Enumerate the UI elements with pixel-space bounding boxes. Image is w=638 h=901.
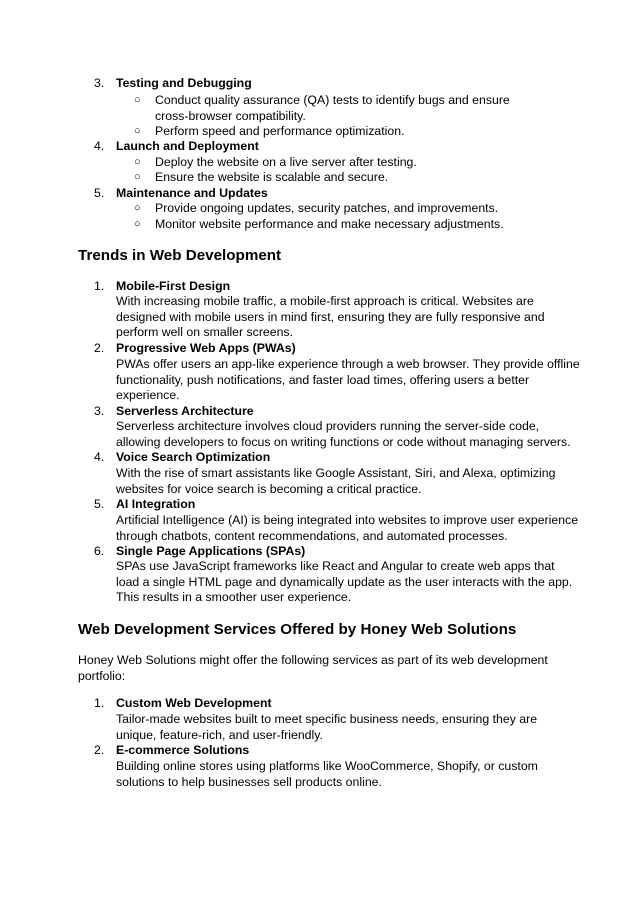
list-item-description: Serverless architecture involves cloud providers running the server-side code, allowing developers to focus on writing functions or code without managing servers. [116,419,571,449]
list-item-description: PWAs offer users an app-like experience through a web browser. They provide offline functionality, push notifications, and faster load times, offering users a better experience. [116,357,580,403]
list-number: 5. [94,186,105,200]
list-number: 3. [94,404,105,418]
list-number: 4. [94,139,105,153]
list-item-title: Testing and Debugging [116,76,252,90]
bullet-glyph: ○ [134,171,141,183]
list-item-title: Custom Web Development [116,696,272,710]
bullet-text: Perform speed and performance optimization. [155,124,405,138]
list-number: 2. [94,743,105,757]
bullet-text: Deploy the website on a live server after testing. [155,155,417,169]
list-item-description: Tailor-made websites built to meet specific business needs, ensuring they are unique, feature-rich, and user-friendly. [116,712,538,742]
list-item-title: Single Page Applications (SPAs) [116,544,306,558]
bullet-glyph: ○ [134,156,141,168]
services-intro: Honey Web Solutions might offer the following services as part of its web development portfolio: [78,653,548,683]
bullet-text: Conduct quality assurance (QA) tests to identify bugs and ensure cross-browser compatibility. [155,93,510,123]
section-heading-trends: Trends in Web Development [78,247,282,264]
list-number: 2. [94,341,105,355]
bullet-glyph: ○ [134,202,141,214]
list-item-title: Voice Search Optimization [116,450,271,464]
bullet-glyph: ○ [134,94,141,106]
list-item-description: SPAs use JavaScript frameworks like React and Angular to create web apps that load a single HTML page and dynamically update as the user interacts with the app. This results in a smoother user experience. [116,559,573,605]
section-heading-services: Web Development Services Offered by Honey Web Solutions [78,621,517,638]
list-item-title: Mobile-First Design [116,279,231,293]
bullet-glyph: ○ [134,218,141,230]
bullet-text: Ensure the website is scalable and secure. [155,170,389,184]
list-number: 5. [94,497,105,511]
list-item-title: E-commerce Solutions [116,743,250,757]
list-item-title: AI Integration [116,497,196,511]
bullet-text: Provide ongoing updates, security patches, and improvements. [155,201,499,215]
list-item-title: Launch and Deployment [116,139,259,153]
list-number: 1. [94,696,105,710]
list-number: 1. [94,279,105,293]
list-item-description: Artificial Intelligence (AI) is being integrated into websites to improve user experience through chatbots, content recommendations, and automated processes. [116,513,579,543]
list-item-description: With the rise of smart assistants like Google Assistant, Siri, and Alexa, optimizing websites for voice search is becoming a critical practice. [116,466,556,496]
bullet-text: Monitor website performance and make necessary adjustments. [155,217,504,231]
list-number: 4. [94,450,105,464]
bullet-glyph: ○ [134,125,141,137]
list-number: 6. [94,544,105,558]
list-item-title: Maintenance and Updates [116,186,268,200]
list-item-description: With increasing mobile traffic, a mobile-first approach is critical. Websites are designed with mobile users in mind first, ensuring they are fully responsive and perform well on smaller screens. [116,294,545,340]
list-number: 3. [94,76,105,90]
list-item-description: Building online stores using platforms like WooCommerce, Shopify, or custom solutions to help businesses sell products online. [116,759,538,789]
list-item-title: Progressive Web Apps (PWAs) [116,341,296,355]
list-item-title: Serverless Architecture [116,404,254,418]
